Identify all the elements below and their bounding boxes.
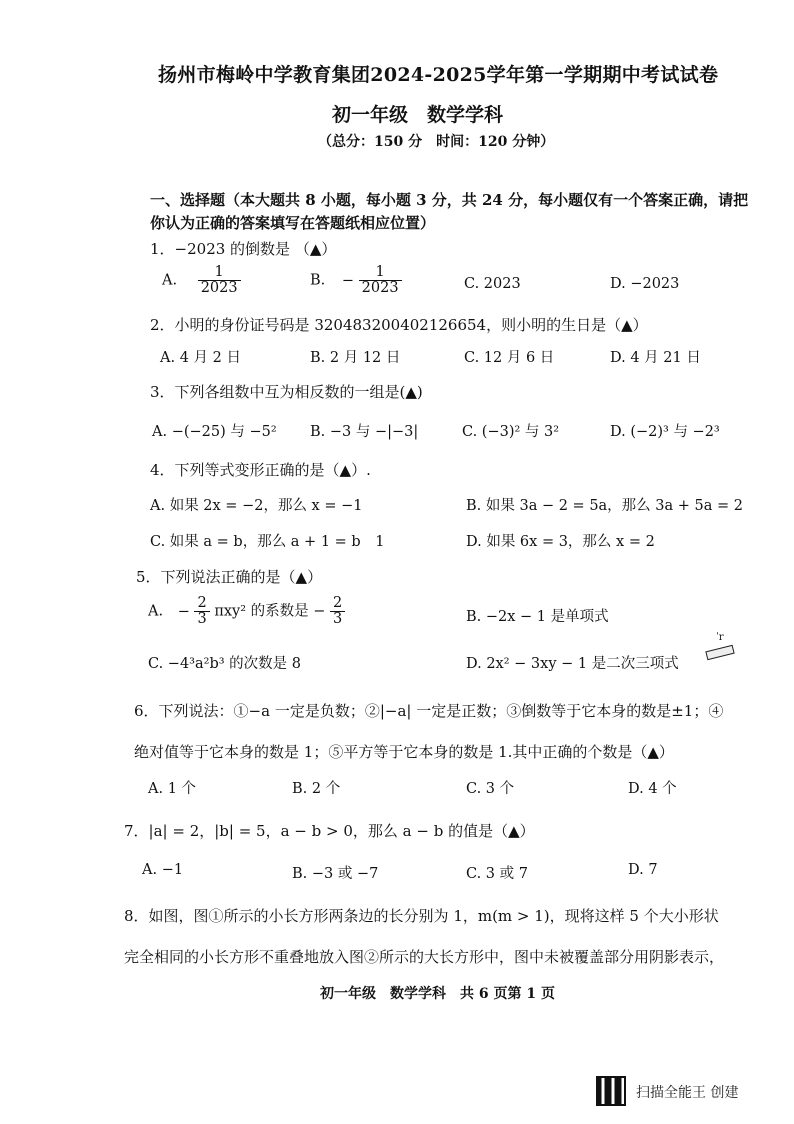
q4-option-c: C. 如果 a = b，那么 a + 1 = b 1 — [150, 534, 385, 550]
q5-option-c: C. −4³a²b³ 的次数是 8 — [148, 656, 301, 672]
q6-option-a: A. 1 个 — [148, 781, 197, 797]
q1-option-a-fraction — [198, 265, 241, 296]
question-3-stem: 3．下列各组数中互为相反数的一组是(▲) — [150, 383, 423, 401]
scanner-watermark: 扫描全能王 创建 — [636, 1085, 739, 1101]
question-1-stem: 1．−2023 的倒数是 （▲） — [150, 240, 337, 258]
q5-a-middle-text: πxy² 的系数是 − — [214, 603, 326, 620]
exam-subtitle: 初一年级 数学学科 — [332, 104, 504, 126]
q5-option-a-label: A. — [148, 603, 164, 620]
q1-b-numerator: 1 — [375, 264, 385, 280]
q5-a-denominator: 3 — [194, 611, 209, 627]
question-8-line2: 完全相同的小长方形不重叠地放入图②所示的大长方形中，图中未被覆盖部分用阴影表示， — [124, 948, 725, 966]
q2-option-c: C. 12 月 6 日 — [464, 350, 555, 366]
exam-meta: （总分：150 分 时间：120 分钟） — [318, 134, 555, 150]
q5-a-fraction — [194, 596, 209, 627]
q4-option-b: B. 如果 3a − 2 = 5a，那么 3a + 5a = 2 — [466, 498, 743, 514]
question-4-stem: 4．下列等式变形正确的是（▲）. — [150, 461, 371, 479]
q2-option-d: D. 4 月 21 日 — [610, 350, 701, 366]
q1-a-denominator: 2023 — [198, 280, 241, 296]
q1-option-d: D. −2023 — [610, 276, 680, 292]
pen-mark-tick: ˈr — [716, 632, 724, 643]
question-6-line1: 6．下列说法：①−a 一定是负数；②|−a| 一定是正数；③倒数等于它本身的数是±1；④ — [134, 702, 724, 720]
q1-option-c: C. 2023 — [464, 276, 521, 292]
question-8-line1: 8．如图，图①所示的小长方形两条边的长分别为 1，m(m > 1)，现将这样 5 个大小形状 — [124, 907, 719, 925]
q4-option-d: D. 如果 6x = 3，那么 x = 2 — [466, 534, 655, 550]
section-instructions-line2: 你认为正确的答案填写在答题纸相应位置） — [150, 214, 436, 232]
q4-option-a: A. 如果 2x = −2，那么 x = −1 — [150, 498, 363, 514]
q5-a-sign: − — [177, 603, 190, 620]
q1-option-a-label: A. — [162, 272, 178, 289]
q5-option-a — [148, 596, 345, 627]
q5-a-fraction-2 — [330, 596, 345, 627]
question-7-stem: 7．|a| = 2，|b| = 5，a − b > 0，那么 a − b 的值是（▲） — [124, 822, 535, 840]
q5-option-b: B. −2x − 1 是单项式 — [466, 609, 609, 625]
q6-option-b: B. 2 个 — [292, 781, 341, 797]
q1-b-sign: − — [341, 272, 355, 289]
q1-option-a — [162, 265, 241, 296]
q1-a-numerator: 1 — [214, 264, 224, 280]
q5-a-numerator: 2 — [197, 595, 207, 611]
q7-option-a: A. −1 — [142, 862, 184, 878]
q5-a-denominator-2: 3 — [330, 611, 345, 627]
q3-option-d: D. (−2)³ 与 −2³ — [610, 424, 720, 440]
question-5-stem: 5．下列说法正确的是（▲） — [136, 568, 323, 586]
exam-title: 扬州市梅岭中学教育集团2024-2025学年第一学期期中考试试卷 — [158, 64, 719, 86]
q3-option-b: B. −3 与 −|−3| — [310, 424, 419, 440]
q3-option-c: C. (−3)² 与 3² — [462, 424, 560, 440]
pen-scribble-mark — [705, 645, 734, 661]
q3-option-a: A. −(−25) 与 −5² — [152, 424, 277, 440]
question-2-stem: 2．小明的身份证号码是 320483200402126654，则小明的生日是（▲） — [150, 316, 648, 334]
q1-option-b — [310, 265, 402, 296]
section-instructions-line1: 一、选择题（本大题共 8 小题，每小题 3 分，共 24 分，每小题仅有一个答案正确，请把 — [150, 191, 749, 209]
q1-option-b-fraction — [359, 265, 402, 296]
q1-b-denominator: 2023 — [359, 280, 402, 296]
q2-option-b: B. 2 月 12 日 — [310, 350, 401, 366]
q5-a-numerator-2: 2 — [333, 595, 343, 611]
q2-option-a: A. 4 月 2 日 — [160, 350, 241, 366]
question-6-line2: 绝对值等于它本身的数是 1；⑤平方等于它本身的数是 1.其中正确的个数是（▲） — [134, 743, 674, 761]
q5-option-d: D. 2x² − 3xy − 1 是二次三项式 — [466, 656, 679, 672]
qr-code-icon — [596, 1076, 626, 1106]
q7-option-b: B. −3 或 −7 — [292, 866, 379, 882]
q7-option-d: D. 7 — [628, 862, 658, 878]
q6-option-c: C. 3 个 — [466, 781, 515, 797]
page-footer: 初一年级 数学学科 共 6 页第 1 页 — [320, 986, 555, 1002]
q6-option-d: D. 4 个 — [628, 781, 677, 797]
q1-option-b-label: B. — [310, 272, 326, 289]
q7-option-c: C. 3 或 7 — [466, 866, 528, 882]
